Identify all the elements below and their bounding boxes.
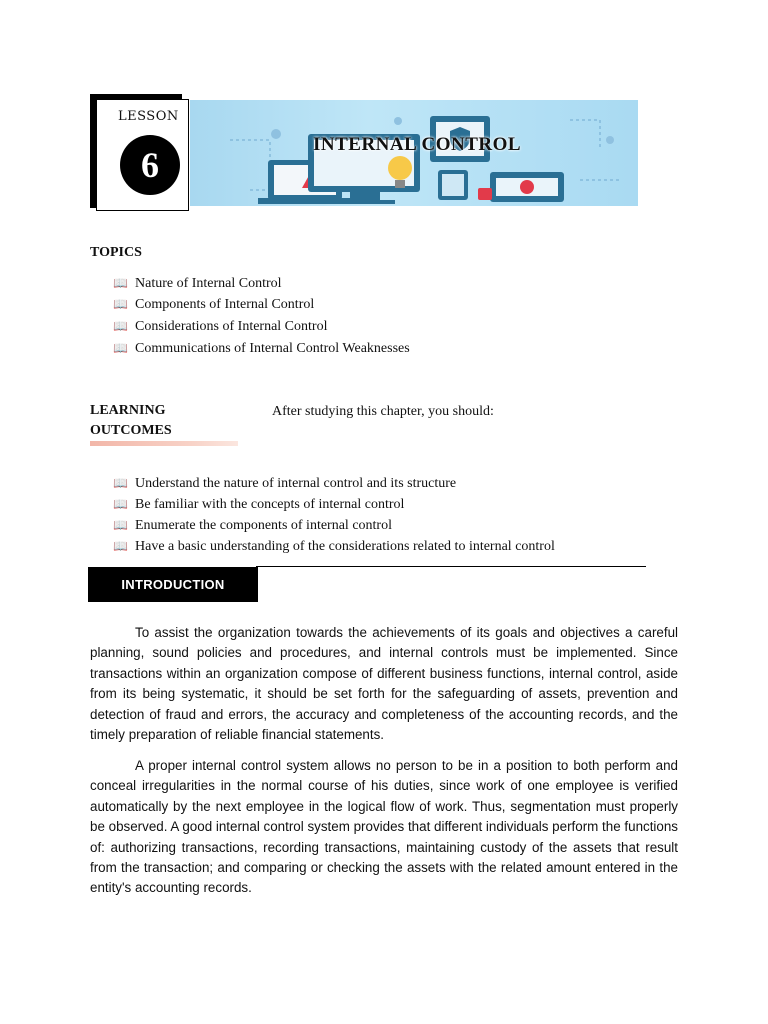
topics-heading: TOPICS (90, 245, 142, 260)
lesson-label: LESSON (118, 109, 179, 124)
open-book-icon: 📖 (113, 319, 128, 333)
introduction-heading: INTRODUCTION (88, 567, 258, 602)
intro-paragraph-1: To assist the organization towards the achievements of its goals and objectives a careful planning, sound policies and procedures, and internal controls must be implemented. Since transactions within an organization compose of different business functions, internal control, aside from its being systematic, it should be set forth for the safeguarding of assets, prevention and detection of fraud and errors, the accuracy and completeness of the accounting records, and the timely preparation of reliable financial statements. (90, 625, 678, 743)
outcomes-underline (90, 441, 238, 446)
section-divider (256, 566, 646, 567)
learning-outcomes-intro: After studying this chapter, you should: (272, 404, 494, 419)
banner-title: INTERNAL CONTROL (313, 134, 522, 155)
list-item: 📖 Understand the nature of internal control and its structure (113, 476, 457, 491)
list-item: 📖 Components of Internal Control (113, 297, 315, 312)
list-item: 📖 Be familiar with the concepts of internal control (113, 497, 405, 512)
learning-outcomes-heading-line1: LEARNING (90, 403, 166, 418)
open-book-icon: 📖 (113, 276, 128, 290)
list-item: 📖 Nature of Internal Control (113, 276, 282, 291)
open-book-icon: 📖 (113, 297, 128, 311)
list-item: 📖 Considerations of Internal Control (113, 319, 328, 334)
open-book-icon: 📖 (113, 341, 128, 355)
open-book-icon: 📖 (113, 497, 128, 511)
open-book-icon: 📖 (113, 476, 128, 490)
list-item: 📖 Enumerate the components of internal control (113, 518, 392, 533)
intro-paragraph-2: A proper internal control system allows no person to be in a position to both perform and conceal irregularities in the normal course of his duties, since work of one employee is verified automatically by the next employee in the logical flow of work. Thus, segmentation must properly be observed. A good internal control system provides that different individuals perform the functions of: authorizing transactions, recording transactions, maintaining custody of the assets that result from the transaction; and comparing or checking the assets with the related amount entered in the entity's accounting records. (90, 758, 678, 896)
learning-outcomes-heading-line2: OUTCOMES (90, 423, 172, 438)
open-book-icon: 📖 (113, 518, 128, 532)
open-book-icon: 📖 (113, 539, 128, 553)
list-item: 📖 Have a basic understanding of the considerations related to internal control (113, 539, 555, 554)
lesson-number: 6 (120, 135, 180, 195)
list-item: 📖 Communications of Internal Control Weaknesses (113, 341, 410, 356)
